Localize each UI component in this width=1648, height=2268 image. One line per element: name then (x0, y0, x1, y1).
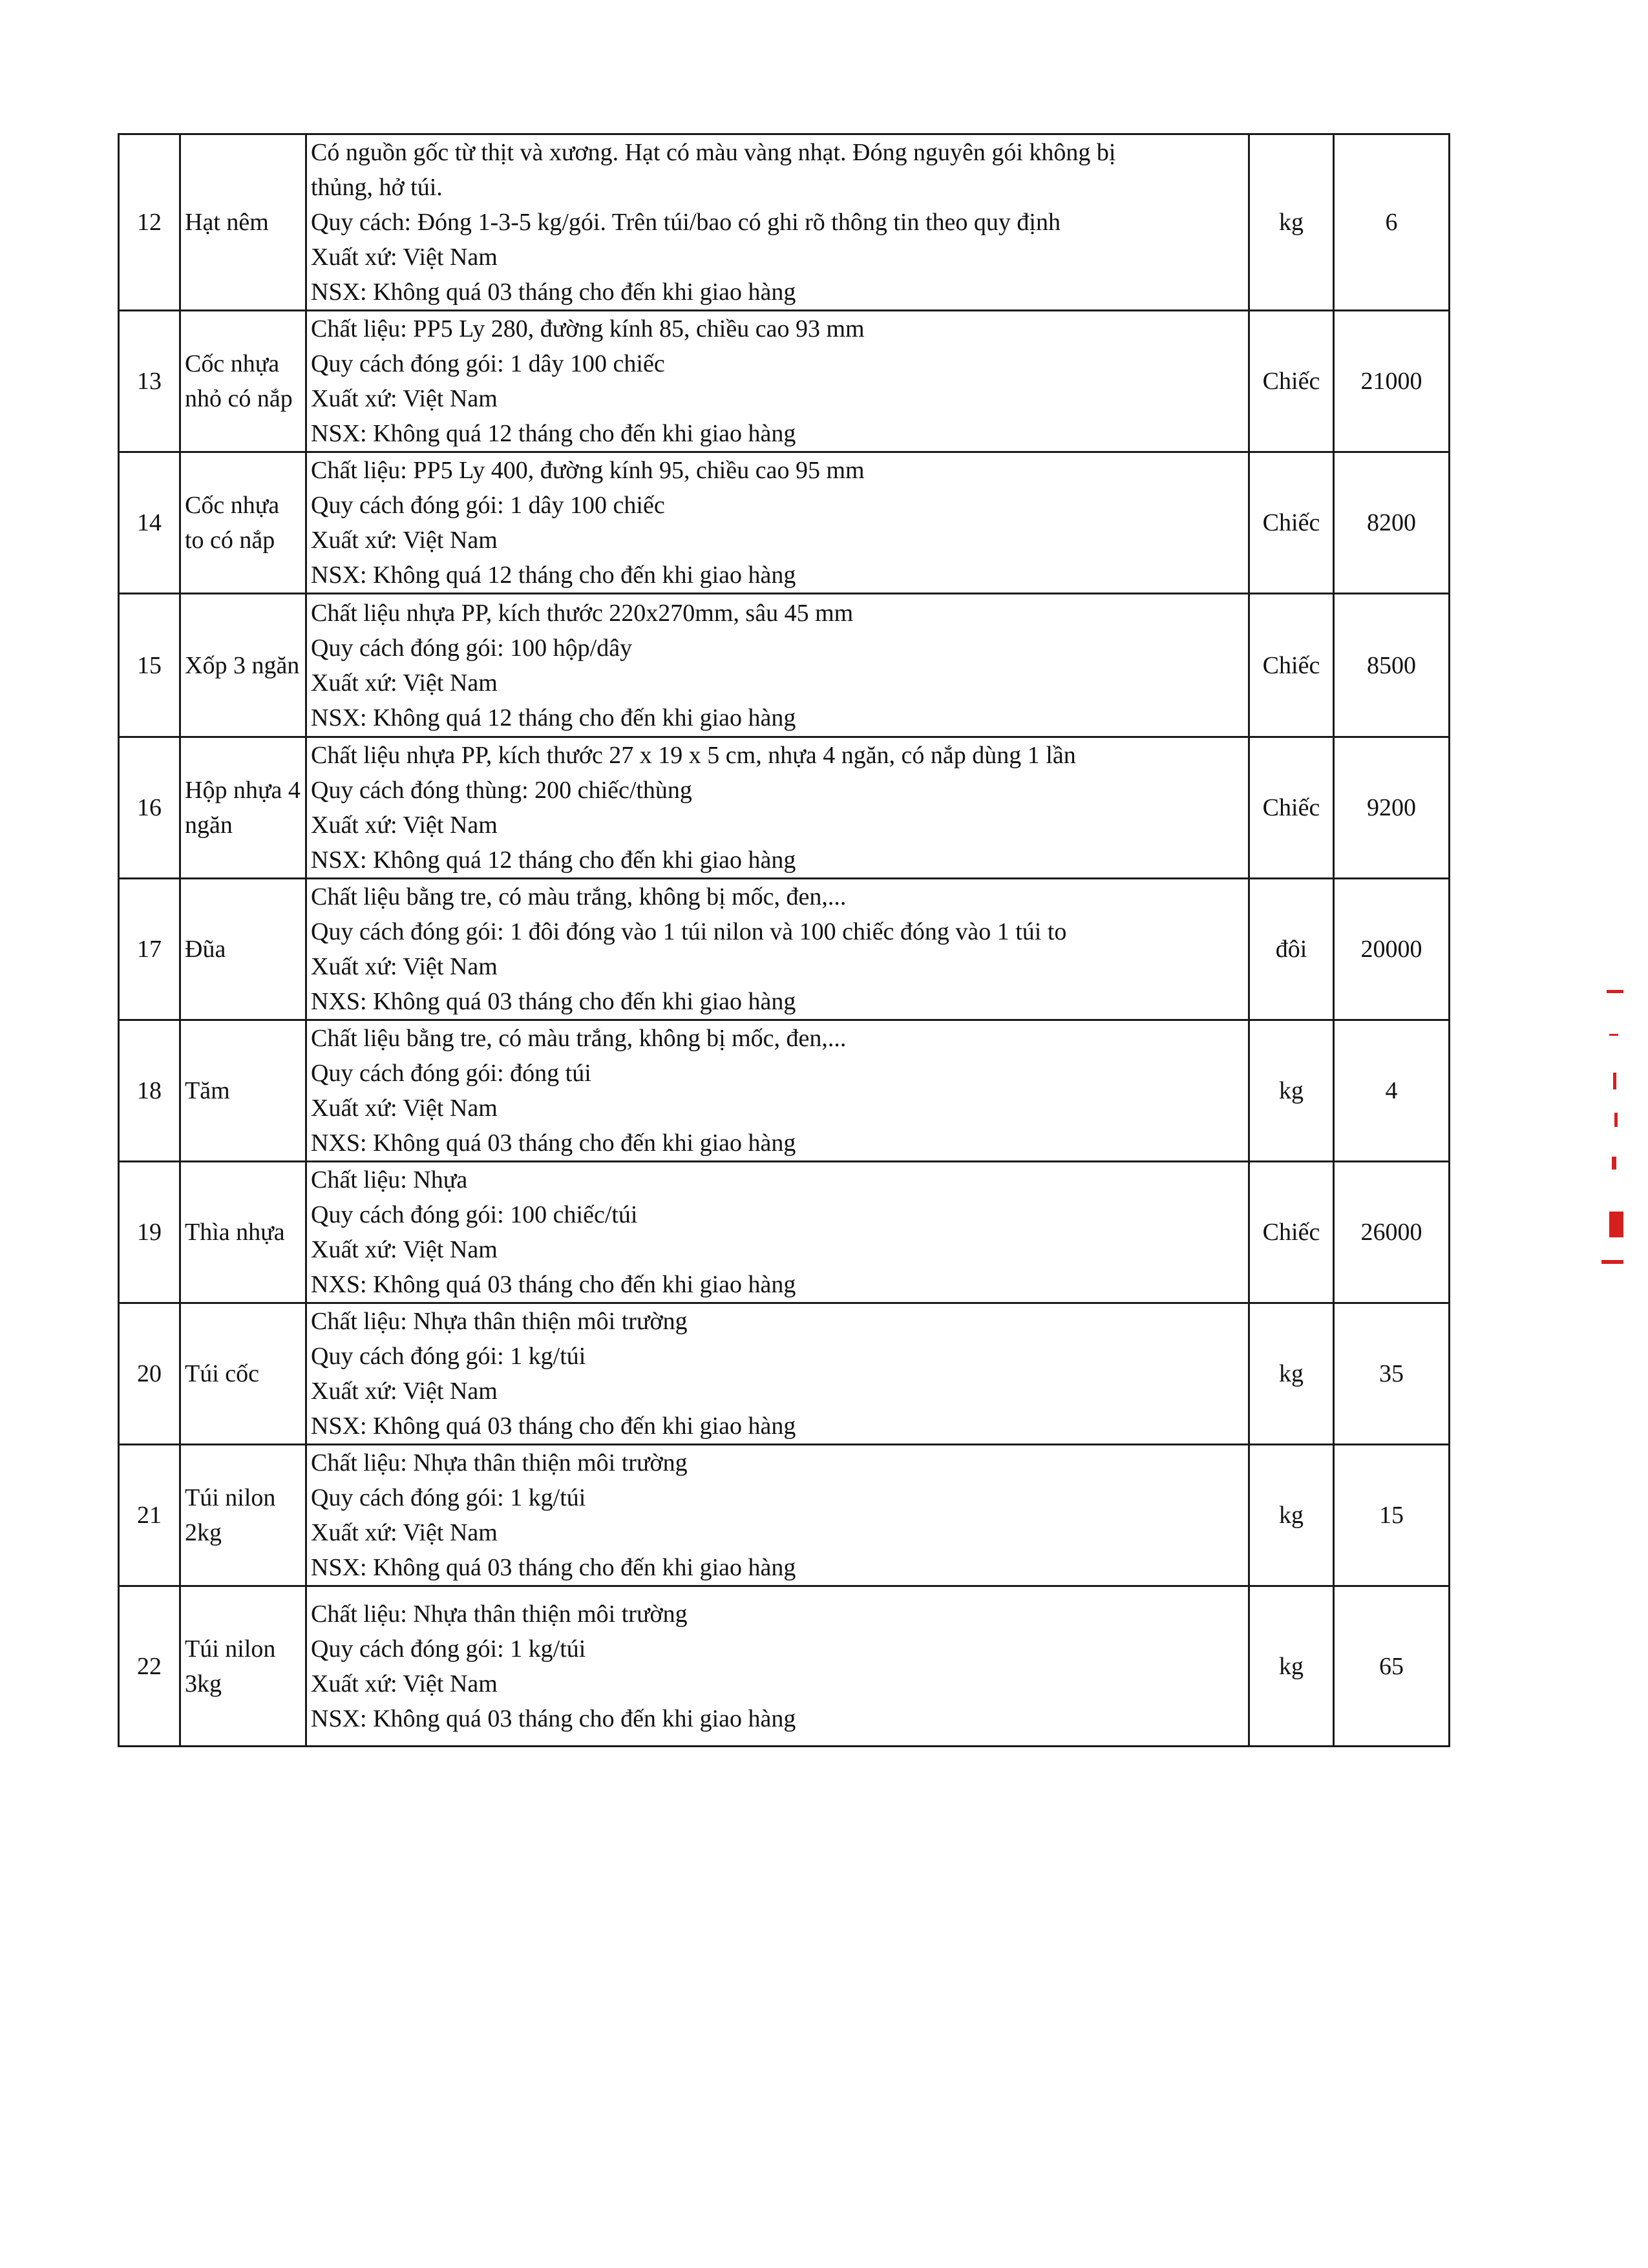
description-line: Quy cách đóng gói: 100 hộp/dây (311, 634, 633, 662)
item-unit: Chiếc (1249, 1162, 1334, 1303)
item-unit: kg (1249, 1303, 1334, 1445)
row-number: 15 (119, 594, 180, 737)
table-row (119, 134, 1450, 311)
item-unit: kg (1249, 1445, 1334, 1586)
item-quantity: 20000 (1334, 879, 1450, 1020)
item-unit: Chiếc (1249, 452, 1334, 594)
description-line: Chất liệu: PP5 Ly 280, đường kính 85, chiều cao 93 mm (311, 315, 865, 342)
item-name: Cốc nhựa nhỏ có nắp (185, 350, 293, 412)
row-number: 18 (119, 1020, 180, 1162)
item-name-cell (180, 594, 306, 737)
description-line: Quy cách đóng gói: 1 kg/túi (311, 1343, 586, 1370)
table-row (119, 311, 1450, 452)
description-line: Xuất xứ: Việt Nam (311, 244, 498, 271)
item-name-cell (180, 879, 306, 1020)
description-line: NSX: Không quá 12 tháng cho đến khi giao hàng (311, 420, 796, 447)
item-quantity: 6 (1334, 134, 1450, 311)
stamp-fragment (1609, 1034, 1618, 1036)
description-line: Chất liệu nhựa PP, kích thước 220x270mm, sâu 45 mm (311, 599, 854, 627)
description-line: NSX: Không quá 12 tháng cho đến khi giao hàng (311, 846, 796, 874)
item-quantity: 9200 (1334, 737, 1450, 879)
item-unit: kg (1249, 1586, 1334, 1747)
item-unit: Chiếc (1249, 737, 1334, 879)
description-line: Quy cách đóng gói: 1 kg/túi (311, 1484, 586, 1511)
item-name-cell (180, 1445, 306, 1586)
description-line: Quy cách đóng gói: 100 chiếc/túi (311, 1201, 638, 1228)
items-table-body (119, 134, 1450, 1747)
row-number: 14 (119, 452, 180, 594)
description-line: NXS: Không quá 03 tháng cho đến khi giao hàng (311, 988, 796, 1015)
item-description (306, 311, 1249, 452)
description-line: Xuất xứ: Việt Nam (311, 812, 498, 839)
item-unit: Chiếc (1249, 311, 1334, 452)
item-unit: kg (1249, 1020, 1334, 1162)
description-line: Có nguồn gốc từ thịt và xương. Hạt có màu vàng nhạt. Đóng nguyên gói không bị (311, 139, 1116, 166)
item-quantity: 26000 (1334, 1162, 1450, 1303)
description-line: NXS: Không quá 03 tháng cho đến khi giao hàng (311, 1271, 796, 1298)
description-line: Chất liệu bằng tre, có màu trắng, không bị mốc, đen,... (311, 883, 847, 910)
item-description (306, 452, 1249, 594)
item-name-cell (180, 1303, 306, 1445)
description-line: Quy cách đóng gói: 1 kg/túi (311, 1635, 586, 1663)
description-line: NSX: Không quá 12 tháng cho đến khi giao hàng (311, 704, 796, 731)
item-quantity: 35 (1334, 1303, 1450, 1445)
description-line: Xuất xứ: Việt Nam (311, 1378, 498, 1405)
item-quantity: 8500 (1334, 594, 1450, 737)
table-row (119, 594, 1450, 737)
description-line: Xuất xứ: Việt Nam (311, 1519, 498, 1546)
row-number: 20 (119, 1303, 180, 1445)
item-description (306, 594, 1249, 737)
table-row (119, 452, 1450, 594)
item-name: Túi nilon 3kg (185, 1635, 276, 1697)
table-row (119, 879, 1450, 1020)
description-line: Chất liệu: PP5 Ly 400, đường kính 95, chiều cao 95 mm (311, 457, 865, 484)
item-quantity: 15 (1334, 1445, 1450, 1586)
row-number: 22 (119, 1586, 180, 1747)
item-name: Tăm (185, 1077, 230, 1104)
item-name-cell (180, 1162, 306, 1303)
item-name-cell (180, 1586, 306, 1747)
item-quantity: 21000 (1334, 311, 1450, 452)
row-number: 19 (119, 1162, 180, 1303)
row-number: 21 (119, 1445, 180, 1586)
description-line: Xuất xứ: Việt Nam (311, 1095, 498, 1122)
item-unit: đôi (1249, 879, 1334, 1020)
item-description (306, 737, 1249, 879)
description-line: Chất liệu: Nhựa thân thiện môi trường (311, 1600, 688, 1628)
description-line: Xuất xứ: Việt Nam (311, 1670, 498, 1697)
description-line: Chất liệu nhựa PP, kích thước 27 x 19 x 5 cm, nhựa 4 ngăn, có nắp dùng 1 lần (311, 742, 1076, 769)
item-name: Xốp 3 ngăn (185, 651, 300, 679)
item-description (306, 879, 1249, 1020)
stamp-fragment (1614, 1113, 1618, 1127)
item-name: Thìa nhựa (185, 1219, 285, 1246)
item-name-cell (180, 311, 306, 452)
description-line: NSX: Không quá 12 tháng cho đến khi giao hàng (311, 562, 796, 589)
item-name: Cốc nhựa to có nắp (185, 492, 280, 554)
description-line: Quy cách đóng gói: 1 đôi đóng vào 1 túi nilon và 100 chiếc đóng vào 1 túi to (311, 918, 1067, 945)
description-line: Quy cách đóng thùng: 200 chiếc/thùng (311, 777, 692, 804)
description-line: Xuất xứ: Việt Nam (311, 385, 498, 412)
description-line: thủng, hở túi. (311, 174, 443, 201)
table-row (119, 1303, 1450, 1445)
description-line: Chất liệu bằng tre, có màu trắng, không bị mốc, đen,... (311, 1025, 847, 1052)
description-line: Chất liệu: Nhựa (311, 1166, 468, 1193)
table-row (119, 1162, 1450, 1303)
description-line: Quy cách đóng gói: 1 dây 100 chiếc (311, 350, 665, 377)
items-table (118, 133, 1450, 1747)
stamp-fragment (1607, 990, 1623, 993)
description-line: Quy cách đóng gói: đóng túi (311, 1060, 591, 1087)
item-description (306, 1445, 1249, 1586)
table-row (119, 1586, 1450, 1747)
item-description (306, 1586, 1249, 1747)
item-name-cell (180, 737, 306, 879)
description-line: Quy cách: Đóng 1-3-5 kg/gói. Trên túi/bao có ghi rõ thông tin theo quy định (311, 209, 1061, 236)
stamp-fragment (1601, 1260, 1623, 1264)
item-unit: kg (1249, 134, 1334, 311)
item-quantity: 4 (1334, 1020, 1450, 1162)
item-name-cell (180, 1020, 306, 1162)
description-line: NSX: Không quá 03 tháng cho đến khi giao hàng (311, 1554, 796, 1581)
item-quantity: 65 (1334, 1586, 1450, 1747)
item-unit: Chiếc (1249, 594, 1334, 737)
row-number: 17 (119, 879, 180, 1020)
description-line: Xuất xứ: Việt Nam (311, 953, 498, 980)
description-line: NSX: Không quá 03 tháng cho đến khi giao hàng (311, 1705, 796, 1732)
description-line: NXS: Không quá 03 tháng cho đến khi giao hàng (311, 1129, 796, 1157)
table-row (119, 1020, 1450, 1162)
item-name: Túi nilon 2kg (185, 1484, 276, 1546)
description-line: NSX: Không quá 03 tháng cho đến khi giao hàng (311, 1412, 796, 1440)
description-line: Xuất xứ: Việt Nam (311, 527, 498, 554)
item-name: Hộp nhựa 4 ngăn (185, 777, 301, 839)
description-line: Xuất xứ: Việt Nam (311, 669, 498, 697)
row-number: 16 (119, 737, 180, 879)
item-name-cell (180, 452, 306, 594)
stamp-fragment (1612, 1157, 1616, 1170)
item-description (306, 134, 1249, 311)
description-line: NSX: Không quá 03 tháng cho đến khi giao hàng (311, 278, 796, 306)
description-line: Chất liệu: Nhựa thân thiện môi trường (311, 1308, 688, 1335)
stamp-fragment (1613, 1073, 1616, 1089)
item-name: Đũa (185, 936, 226, 963)
row-number: 13 (119, 311, 180, 452)
description-line: Chất liệu: Nhựa thân thiện môi trường (311, 1449, 688, 1476)
row-number: 12 (119, 134, 180, 311)
table-row (119, 1445, 1450, 1586)
item-description (306, 1162, 1249, 1303)
item-name: Túi cốc (185, 1360, 260, 1387)
item-name-cell (180, 134, 306, 311)
description-line: Quy cách đóng gói: 1 dây 100 chiếc (311, 492, 665, 519)
item-description (306, 1020, 1249, 1162)
description-line: Xuất xứ: Việt Nam (311, 1236, 498, 1263)
table-row (119, 737, 1450, 879)
item-name: Hạt nêm (185, 209, 269, 236)
stamp-fragment (1609, 1212, 1623, 1237)
item-description (306, 1303, 1249, 1445)
item-quantity: 8200 (1334, 452, 1450, 594)
